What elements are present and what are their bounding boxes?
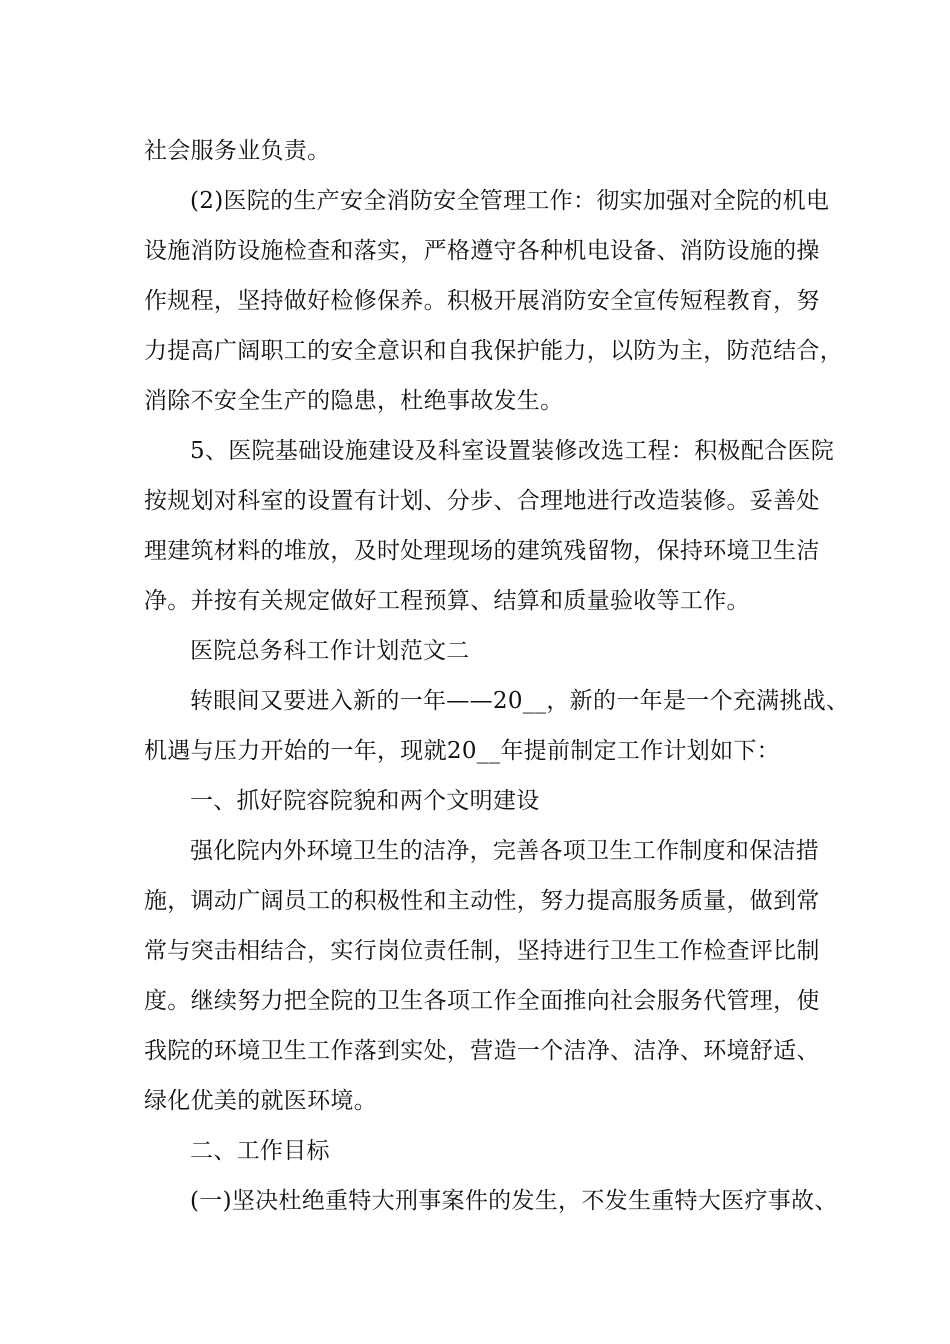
section-heading: 二、工作目标 [190,1138,330,1164]
text-line: 强化院内外环境卫生的洁净，完善各项卫生工作制度和保洁措 [190,838,820,864]
text-line: 社会服务业负责。 [144,138,331,164]
text-line: 力提高广阔职工的安全意识和自我保护能力，以防为主，防范结合， [144,338,843,364]
text-line: 绿化优美的就医环境。 [144,1088,377,1114]
text-line: 转眼间又要进入新的一年——20__，新的一年是一个充满挑战、 [190,688,850,714]
text-line: 作规程，坚持做好检修保养。积极开展消防安全宣传短程教育，努 [144,288,820,314]
text-line: 理建筑材料的堆放，及时处理现场的建筑残留物，保持环境卫生洁 [144,538,820,564]
text-line: 消除不安全生产的隐患，杜绝事故发生。 [144,388,564,414]
section-heading: 一、抓好院容院貌和两个文明建设 [190,788,540,814]
text-line: 机遇与压力开始的一年，现就20__年提前制定工作计划如下： [144,738,780,764]
text-line: 度。继续努力把全院的卫生各项工作全面推向社会服务代管理，使 [144,988,820,1014]
text-line: 净。并按有关规定做好工程预算、结算和质量验收等工作。 [144,588,750,614]
text-line: 按规划对科室的设置有计划、分步、合理地进行改造装修。妥善处 [144,488,820,514]
section-title: 医院总务科工作计划范文二 [190,638,470,664]
text-line: 施，调动广阔员工的积极性和主动性，努力提高服务质量，做到常 [144,888,820,914]
text-line: (2)医院的生产安全消防安全管理工作：彻实加强对全院的机电 [190,188,830,214]
text-line: (一)坚决杜绝重特大刑事案件的发生，不发生重特大医疗事故、 [190,1188,838,1214]
text-line: 设施消防设施检查和落实，严格遵守各种机电设备、消防设施的操 [144,238,820,264]
text-line: 5、医院基础设施建设及科室设置装修改选工程：积极配合医院 [190,438,835,464]
text-line: 常与突击相结合，实行岗位责任制，坚持进行卫生工作检查评比制 [144,938,820,964]
text-line: 我院的环境卫生工作落到实处，营造一个洁净、洁净、环境舒适、 [144,1038,820,1064]
